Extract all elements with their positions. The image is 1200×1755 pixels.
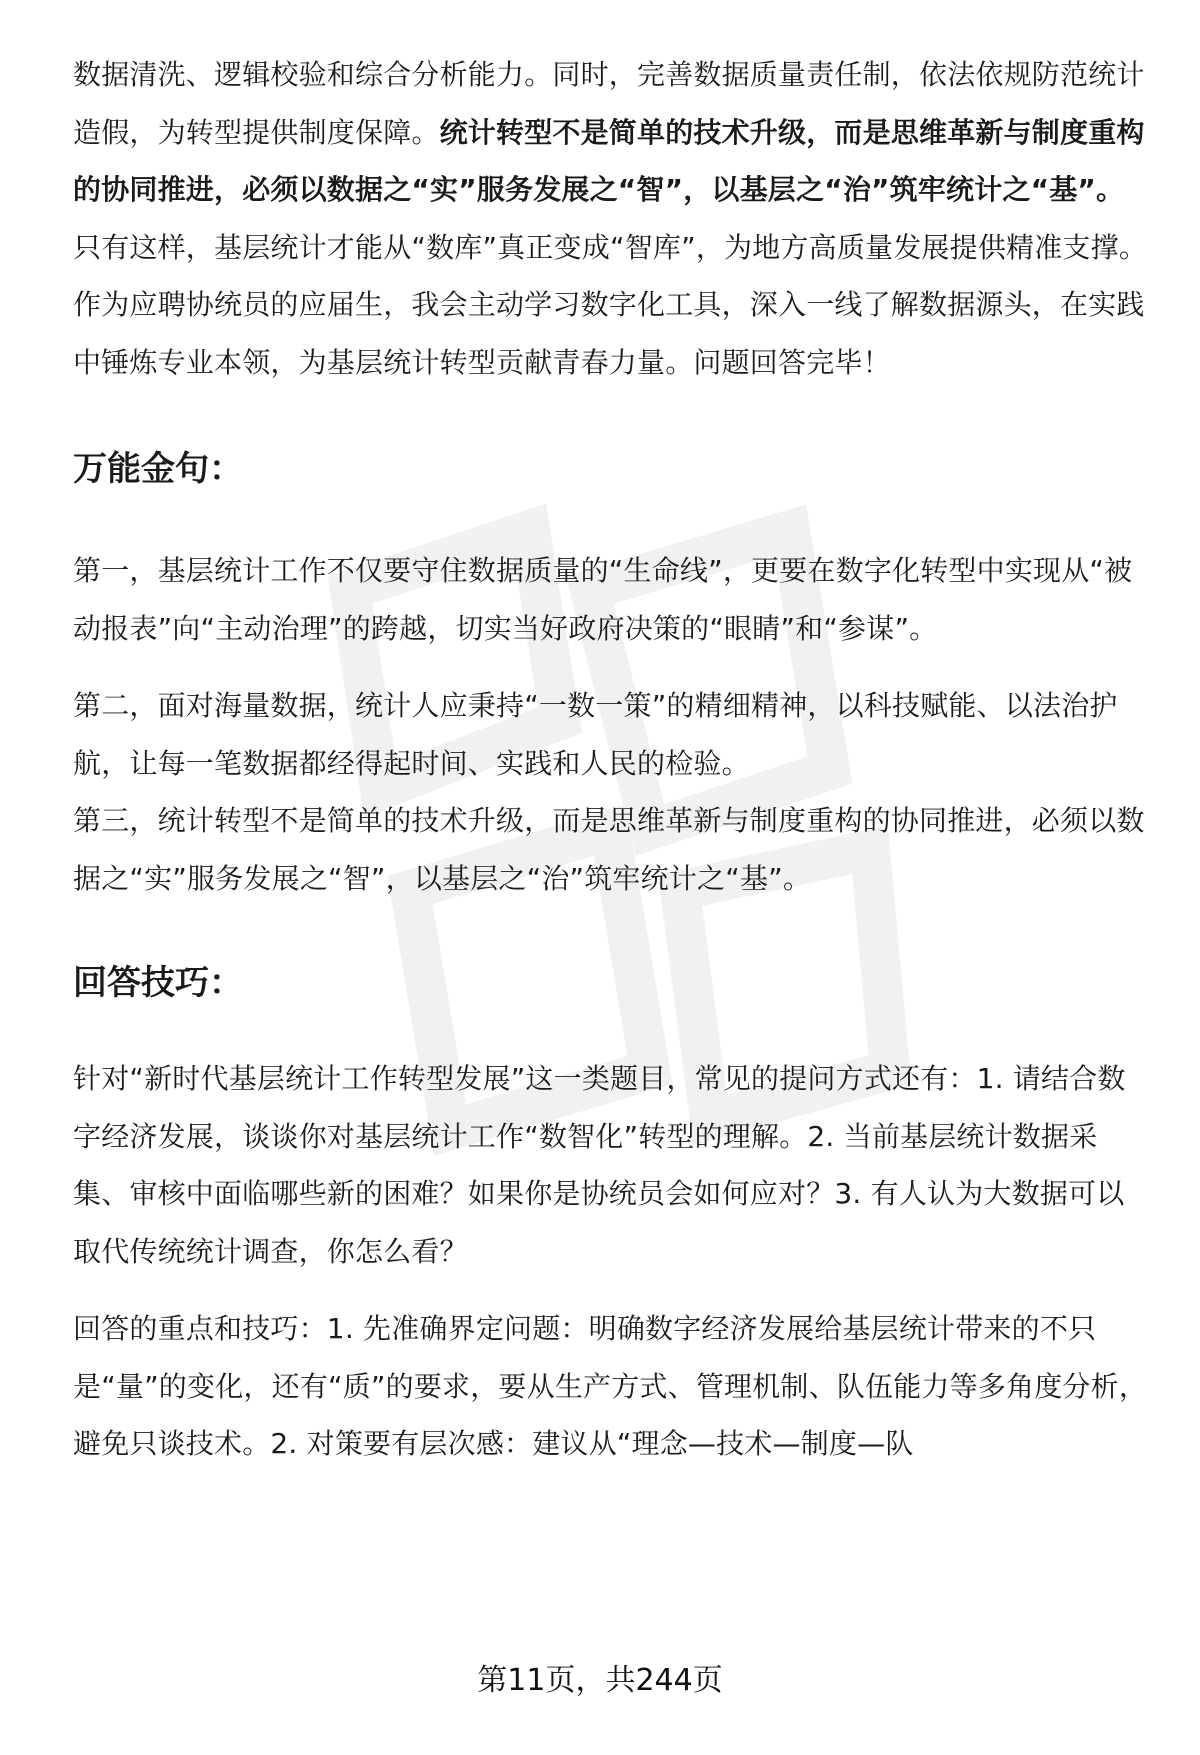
section-heading-golden-sentences: 万能金句： bbox=[73, 449, 243, 489]
intro-text-b: 只有这样，基层统计才能从“数库”真正变成“智库”，为地方高质量发展提供精准支撑。作为应聘协统员的应届生，我会主动学习数字化工具，深入一线了解数据源头，在实践中锤炼专业本领，为基层统计转型贡献青春力量。问题回答完毕！ bbox=[73, 230, 1148, 379]
paragraph-intro bbox=[73, 46, 1148, 391]
golden-sentence-2: 第二，面对海量数据，统计人应秉持“一数一策”的精细精神，以科技赋能、以法治护航，让每一笔数据都经得起时间、实践和人民的检验。 bbox=[73, 689, 1118, 780]
document-body bbox=[73, 46, 1148, 1473]
tips-paragraph-2: 回答的重点和技巧：1. 先准确界定问题：明确数字经济发展给基层统计带来的不只是“量”的变化，还有“质”的要求，要从生产方式、管理机制、队伍能力等多角度分析，避免只谈技术。2. 对策要有层次感：建议从“理念—技术—制度—队 bbox=[73, 1312, 1148, 1460]
intro-text-a: 数据清洗、逻辑校验和综合分析能力。同时，完善数据质量责任制，依法依规防范统计造假，为转型提供制度保障。 bbox=[73, 58, 1145, 149]
page-number: 第11页，共244页 bbox=[477, 1663, 723, 1698]
tips-paragraph-1: 针对“新时代基层统计工作转型发展”这一类题目，常见的提问方式还有：1. 请结合数字经济发展，谈谈你对基层统计工作“数智化”转型的理解。2. 当前基层统计数据采集、审核中面临哪些新的困难？如果你是协统员会如何应对？3. 有人认为大数据可以取代传统统计调查，你怎么看？ bbox=[73, 1062, 1126, 1268]
section-heading-answer-tips: 回答技巧： bbox=[73, 963, 243, 1003]
golden-sentence-1: 第一，基层统计工作不仅要守住数据质量的“生命线”，更要在数字化转型中实现从“被动报表”向“主动治理”的跨越，切实当好政府决策的“眼睛”和“参谋”。 bbox=[73, 554, 1133, 645]
intro-text-bold: 统计转型不是简单的技术升级，而是思维革新与制度重构的协同推进，必须以数据之“实”服务发展之“智”，以基层之“治”筑牢统计之“基”。 bbox=[73, 115, 1145, 206]
golden-sentence-3: 第三，统计转型不是简单的技术升级，而是思维革新与制度重构的协同推进，必须以数据之“实”服务发展之“智”，以基层之“治”筑牢统计之“基”。 bbox=[73, 804, 1145, 895]
